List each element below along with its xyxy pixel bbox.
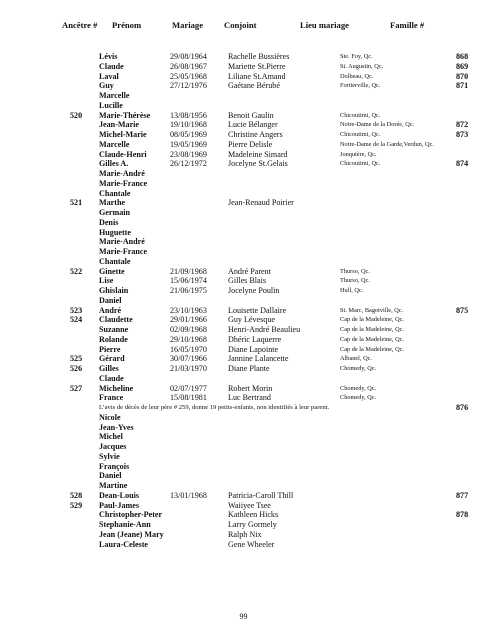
table-row — [0, 530, 487, 540]
cell-name: Chantale — [99, 188, 131, 198]
cell-spouse: Lucie Bélanger — [228, 120, 278, 130]
cell-place: Cap de la Madeleine, Qc. — [340, 326, 404, 333]
table-row — [0, 540, 487, 550]
cell-spouse: Patricia-Caroll Thill — [228, 490, 294, 500]
table-row — [0, 315, 487, 325]
cell-date: 26/08/1967 — [170, 61, 207, 71]
table-row — [0, 462, 487, 472]
table-row — [0, 481, 487, 491]
table-row — [0, 120, 487, 130]
cell-name: Jean (Jeane) Mary — [99, 529, 164, 539]
cell-num: 524 — [70, 315, 83, 325]
cell-num: 528 — [70, 490, 83, 500]
cell-spouse: Larry Gormely — [228, 520, 277, 529]
cell-name: Claude — [99, 373, 124, 383]
cell-name: Sylvie — [99, 451, 120, 461]
note-text: L’avis de décès de leur père # 259, donne 19 petits-enfants, non identifiés à leur parent. — [99, 404, 330, 411]
table-row — [0, 257, 487, 267]
cell-spouse: Rachelle Bussières — [228, 52, 290, 61]
table-row — [0, 442, 487, 452]
cell-name: André — [99, 305, 122, 315]
cell-date: 29/10/1968 — [170, 334, 207, 344]
cell-date: 21/09/1968 — [170, 266, 207, 276]
cell-place: Notre-Dame de la Dorée, Qc. — [340, 121, 415, 129]
cell-name: Ghislain — [99, 286, 129, 295]
cell-name: Marie-Thérèse — [99, 110, 151, 120]
table-row — [0, 335, 487, 345]
table-row — [0, 510, 487, 520]
cell-fam: 877 — [456, 490, 469, 500]
table-row — [0, 267, 487, 277]
header-place: Lieu mariage — [300, 20, 349, 30]
cell-date: 21/03/1970 — [170, 364, 207, 373]
table-row — [0, 208, 487, 218]
cell-spouse: Kathleen Hicks — [228, 510, 279, 520]
cell-place: Jonquière, Qc. — [340, 150, 377, 158]
cell-name: Ginette — [99, 266, 125, 276]
cell-date: 23/08/1969 — [170, 149, 207, 159]
table-row — [0, 159, 487, 169]
cell-fam: 878 — [456, 510, 469, 520]
cell-name: Claudette — [99, 315, 133, 325]
cell-name: Michel-Marie — [99, 130, 147, 139]
table-row — [0, 179, 487, 189]
cell-name: Germain — [99, 208, 131, 217]
cell-spouse: Dhéric Laquerre — [228, 334, 282, 344]
cell-name: Marie-France — [99, 247, 148, 256]
cell-name: Daniel — [99, 295, 122, 305]
cell-spouse: Christine Angers — [228, 130, 283, 139]
cell-date: 26/12/1972 — [170, 159, 207, 169]
cell-fam: 873 — [456, 130, 469, 139]
cell-date: 02/07/1977 — [170, 383, 207, 393]
table-row — [0, 345, 487, 355]
table-row — [0, 81, 487, 91]
cell-name: Gilles — [99, 364, 119, 373]
table-row — [0, 471, 487, 481]
cell-spouse: Mariette St.Pierre — [228, 61, 286, 71]
cell-date: 29/01/1966 — [170, 315, 207, 325]
cell-place: Thurso, Qc. — [340, 277, 370, 285]
cell-spouse: Pierre Delisle — [228, 139, 273, 149]
table-row — [0, 432, 487, 442]
cell-name: Denis — [99, 217, 119, 227]
cell-place: Chomedy, Qc. — [340, 384, 377, 392]
table-row — [0, 384, 487, 394]
cell-name: Lise — [99, 276, 114, 286]
cell-place: Chicoutimi, Qc. — [340, 160, 381, 168]
cell-place: Hull, Qc. — [340, 287, 364, 294]
cell-num: 523 — [70, 305, 83, 315]
cell-spouse: Gaétane Bérubé — [228, 81, 280, 91]
cell-num: 526 — [70, 364, 83, 373]
cell-name: Laura-Celeste — [99, 539, 148, 549]
table-row — [0, 228, 487, 238]
header-family: Famille # — [390, 20, 425, 30]
cell-date: 02/09/1968 — [170, 325, 207, 334]
cell-name: Nicole — [99, 412, 121, 422]
cell-fam: 871 — [456, 81, 469, 91]
table-row — [0, 520, 487, 530]
cell-num: 522 — [70, 266, 83, 276]
table-row — [0, 501, 487, 511]
table-row — [0, 276, 487, 286]
cell-date: 13/01/1968 — [170, 490, 207, 500]
cell-name: Daniel — [99, 471, 122, 481]
table-row — [0, 218, 487, 228]
table-row — [0, 169, 487, 179]
cell-place: St. Marc, Bagotville, Qc. — [340, 306, 404, 314]
table-row — [0, 296, 487, 306]
cell-place: Chomedy, Qc. — [340, 394, 377, 402]
cell-spouse: Jocelyne Poulin — [228, 286, 280, 295]
cell-spouse: Madeleine Simard — [228, 149, 288, 159]
table-row — [0, 452, 487, 462]
cell-fam: 874 — [456, 159, 469, 169]
cell-spouse: Benoit Gaulin — [228, 110, 274, 120]
cell-date: 19/10/1968 — [170, 120, 207, 130]
cell-num: 529 — [70, 500, 83, 510]
cell-spouse: Diane Lapointe — [228, 344, 279, 354]
table-row — [0, 354, 487, 364]
cell-place: Cap de la Madeleine, Qc. — [340, 335, 404, 343]
cell-name: Dean-Louis — [99, 490, 140, 500]
cell-place: Notre-Dame de la Garde,Verdun, Qc. — [340, 140, 434, 148]
cell-name: Marcelle — [99, 91, 130, 100]
cell-date: 16/05/1970 — [170, 344, 207, 354]
cell-name: Chantale — [99, 256, 131, 266]
cell-name: Marie-André — [99, 169, 145, 178]
cell-name: Rolande — [99, 334, 128, 344]
cell-place: Albanel, Qc. — [340, 355, 372, 363]
cell-place: Thurso, Qc. — [340, 267, 370, 275]
cell-spouse: Ralph Nix — [228, 529, 262, 539]
cell-date: 27/12/1976 — [170, 81, 207, 91]
table-row — [0, 393, 487, 403]
cell-name: Huguette — [99, 227, 131, 237]
cell-date: 19/05/1969 — [170, 139, 207, 149]
cell-name: Martine — [99, 481, 128, 490]
cell-fam: 876 — [456, 403, 469, 412]
cell-fam: 868 — [456, 52, 469, 61]
cell-name: Claude-Henri — [99, 149, 147, 159]
cell-name: Jean-Yves — [99, 422, 134, 432]
header-first-name: Prénom — [112, 20, 142, 30]
table-row — [0, 72, 487, 82]
cell-place: Ste. Foy, Qc. — [340, 53, 373, 60]
header-marriage: Mariage — [172, 20, 204, 30]
cell-name: Claude — [99, 61, 124, 71]
table-row — [0, 286, 487, 296]
cell-num: 521 — [70, 198, 83, 208]
cell-spouse: Robert Morin — [228, 383, 273, 393]
cell-date: 08/05/1969 — [170, 130, 207, 139]
cell-num: 525 — [70, 354, 83, 364]
cell-spouse: Liliane St.Amand — [228, 71, 286, 81]
cell-place: Chicoutimi, Qc. — [340, 131, 381, 138]
table-row — [0, 364, 487, 374]
cell-place: Cap de la Madeleine, Qc. — [340, 345, 404, 353]
table-row — [0, 413, 487, 423]
cell-date: 15/08/1981 — [170, 393, 207, 403]
cell-fam: 872 — [456, 120, 469, 130]
cell-date: 25/05/1968 — [170, 71, 207, 81]
cell-name: Marie-André — [99, 237, 145, 247]
cell-spouse: Gilles Blais — [228, 276, 266, 286]
table-row — [0, 111, 487, 121]
cell-name: Jean-Marie — [99, 120, 140, 130]
cell-place: Chomedy, Qc. — [340, 365, 377, 372]
cell-spouse: André Parent — [228, 266, 271, 276]
cell-place: Fortierville, Qc. — [340, 82, 381, 90]
table-row — [0, 91, 487, 101]
cell-spouse: Diane Plante — [228, 364, 270, 373]
cell-name: Lévis — [99, 52, 118, 61]
cell-date: 13/08/1956 — [170, 110, 207, 120]
cell-name: Christopher-Peter — [99, 510, 163, 520]
cell-name: Pierre — [99, 344, 121, 354]
table-row — [0, 52, 487, 62]
cell-fam: 869 — [456, 61, 469, 71]
cell-spouse: Jannine Lalancette — [228, 354, 289, 364]
cell-spouse: Jean-Renaud Poirier — [228, 198, 294, 208]
table-row — [0, 198, 487, 208]
cell-name: Michel — [99, 432, 123, 442]
cell-name: Marie-France — [99, 178, 148, 188]
table-row — [0, 101, 487, 111]
genealogy-table — [0, 52, 487, 549]
cell-spouse: Luc Bertrand — [228, 393, 271, 403]
table-row — [0, 189, 487, 199]
table-row — [0, 306, 487, 316]
cell-num: 527 — [70, 383, 83, 393]
table-row — [0, 325, 487, 335]
table-row — [0, 491, 487, 501]
cell-spouse: Gene Wheeler — [228, 539, 275, 549]
cell-name: Marcelle — [99, 139, 130, 149]
cell-name: François — [99, 461, 130, 471]
cell-place: Chicoutimi, Qc. — [340, 111, 381, 119]
cell-spouse: Jocelyne St.Gelais — [228, 159, 288, 169]
cell-fam: 870 — [456, 71, 469, 81]
cell-name: Gilles A. — [99, 159, 129, 169]
table-row — [0, 130, 487, 140]
cell-name: France — [99, 393, 124, 403]
cell-spouse: Waiiyee Tsee — [228, 500, 271, 510]
cell-name: Suzanne — [99, 325, 129, 334]
cell-name: Laval — [99, 71, 119, 81]
cell-name: Jacques — [99, 442, 127, 451]
table-row — [0, 150, 487, 160]
cell-place: St. Augustin, Qc. — [340, 62, 384, 70]
cell-date: 21/06/1975 — [170, 286, 207, 295]
table-row — [0, 237, 487, 247]
table-row — [0, 374, 487, 384]
cell-name: Paul-James — [99, 500, 140, 510]
table-row — [0, 423, 487, 433]
cell-num: 520 — [70, 110, 83, 120]
cell-spouse: Louisette Dallaire — [228, 305, 287, 315]
cell-name: Lucille — [99, 100, 123, 110]
cell-fam: 875 — [456, 305, 469, 315]
page-number: 99 — [239, 612, 248, 621]
cell-name: Micheline — [99, 383, 134, 393]
cell-date: 30/07/1966 — [170, 354, 207, 364]
cell-name: Stephanie-Ann — [99, 520, 151, 529]
header-ancestor: Ancêtre # — [62, 20, 98, 30]
cell-place: Dolbeau, Qc. — [340, 72, 374, 80]
cell-name: Marthe — [99, 198, 126, 208]
header-spouse: Conjoint — [224, 20, 257, 30]
cell-spouse: Guy Lévesque — [228, 315, 275, 325]
cell-spouse: Henri-André Beaulieu — [228, 325, 301, 334]
table-row — [0, 403, 487, 413]
cell-place: Cap de la Madeleine, Qc. — [340, 316, 404, 324]
table-row — [0, 62, 487, 72]
cell-date: 15/06/1974 — [170, 276, 207, 286]
cell-name: Gérard — [99, 354, 125, 364]
cell-date: 23/10/1963 — [170, 305, 207, 315]
cell-name: Guy — [99, 81, 114, 91]
table-row — [0, 247, 487, 257]
table-row — [0, 140, 487, 150]
cell-date: 29/08/1964 — [170, 52, 207, 61]
